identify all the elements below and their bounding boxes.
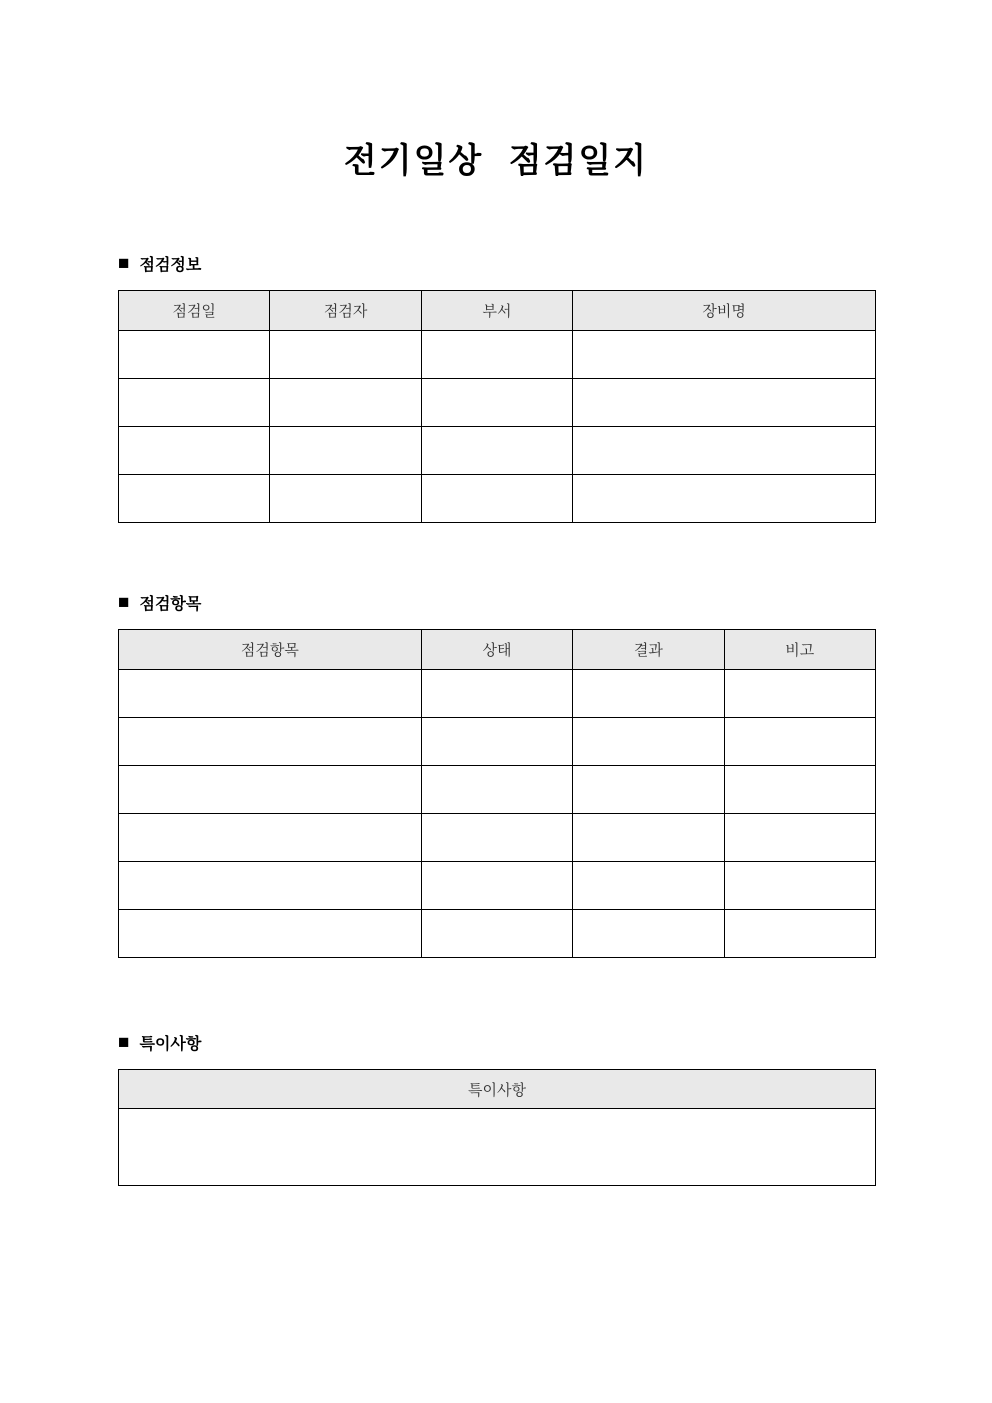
column-header: 점검일: [119, 291, 270, 331]
table-row: [119, 331, 876, 379]
empty-cell: [573, 910, 724, 958]
empty-cell: [421, 766, 572, 814]
empty-cell: [724, 910, 875, 958]
table-row: [119, 475, 876, 523]
empty-cell: [724, 862, 875, 910]
inspection-info-table: [118, 290, 876, 523]
column-header: 점검항목: [119, 630, 422, 670]
empty-cell: [270, 379, 421, 427]
empty-cell: [724, 718, 875, 766]
inspection-items-table: [118, 629, 876, 958]
table-header-row: [119, 1070, 876, 1109]
empty-cell: [421, 427, 572, 475]
square-bullet-icon: ■: [118, 592, 130, 613]
table-row: [119, 670, 876, 718]
empty-cell: [270, 475, 421, 523]
empty-cell: [421, 379, 572, 427]
empty-cell: [119, 910, 422, 958]
column-header: 결과: [573, 630, 724, 670]
empty-cell: [421, 814, 572, 862]
empty-cell: [119, 475, 270, 523]
empty-cell: [573, 475, 876, 523]
section-heading-label: 특이사항: [139, 1036, 202, 1053]
table-row: [119, 814, 876, 862]
empty-cell: [119, 670, 422, 718]
section-heading-label: 점검항목: [139, 596, 202, 613]
table-row: [119, 1109, 876, 1186]
table-header-row: [119, 291, 876, 331]
square-bullet-icon: ■: [118, 1032, 130, 1053]
empty-cell: [119, 718, 422, 766]
column-header: 장비명: [573, 291, 876, 331]
empty-cell: [421, 475, 572, 523]
section-inspection-info: [118, 252, 876, 523]
empty-cell: [421, 670, 572, 718]
empty-cell: [119, 331, 270, 379]
table-row: [119, 718, 876, 766]
column-header: 특이사항: [119, 1070, 876, 1109]
empty-cell: [573, 814, 724, 862]
empty-cell: [724, 814, 875, 862]
empty-cell: [573, 862, 724, 910]
special-notes-table: [118, 1069, 876, 1186]
column-header: 점검자: [270, 291, 421, 331]
empty-cell: [270, 331, 421, 379]
empty-cell: [573, 718, 724, 766]
column-header: 상태: [421, 630, 572, 670]
table-row: [119, 766, 876, 814]
table-row: [119, 862, 876, 910]
empty-cell: [573, 379, 876, 427]
section-inspection-items: [118, 591, 876, 958]
square-bullet-icon: ■: [118, 253, 130, 274]
column-header: 비고: [724, 630, 875, 670]
empty-cell: [573, 331, 876, 379]
section-special-notes: [118, 1031, 876, 1186]
empty-cell: [119, 379, 270, 427]
empty-cell: [573, 766, 724, 814]
section-heading-inspection-info: [118, 252, 876, 275]
table-header-row: [119, 630, 876, 670]
empty-cell: [724, 766, 875, 814]
section-heading-label: 점검정보: [139, 257, 202, 274]
empty-cell: [119, 814, 422, 862]
section-heading-inspection-items: [118, 591, 876, 614]
empty-cell: [119, 1109, 876, 1186]
empty-cell: [119, 766, 422, 814]
page-title: 전기일상 점검일지: [343, 142, 649, 180]
empty-cell: [119, 427, 270, 475]
empty-cell: [270, 427, 421, 475]
empty-cell: [573, 427, 876, 475]
table-row: [119, 910, 876, 958]
empty-cell: [724, 670, 875, 718]
table-row: [119, 379, 876, 427]
empty-cell: [421, 862, 572, 910]
empty-cell: [119, 862, 422, 910]
section-heading-special-notes: [118, 1031, 876, 1054]
empty-cell: [421, 910, 572, 958]
empty-cell: [421, 331, 572, 379]
table-row: [119, 427, 876, 475]
empty-cell: [573, 670, 724, 718]
column-header: 부서: [421, 291, 572, 331]
empty-cell: [421, 718, 572, 766]
